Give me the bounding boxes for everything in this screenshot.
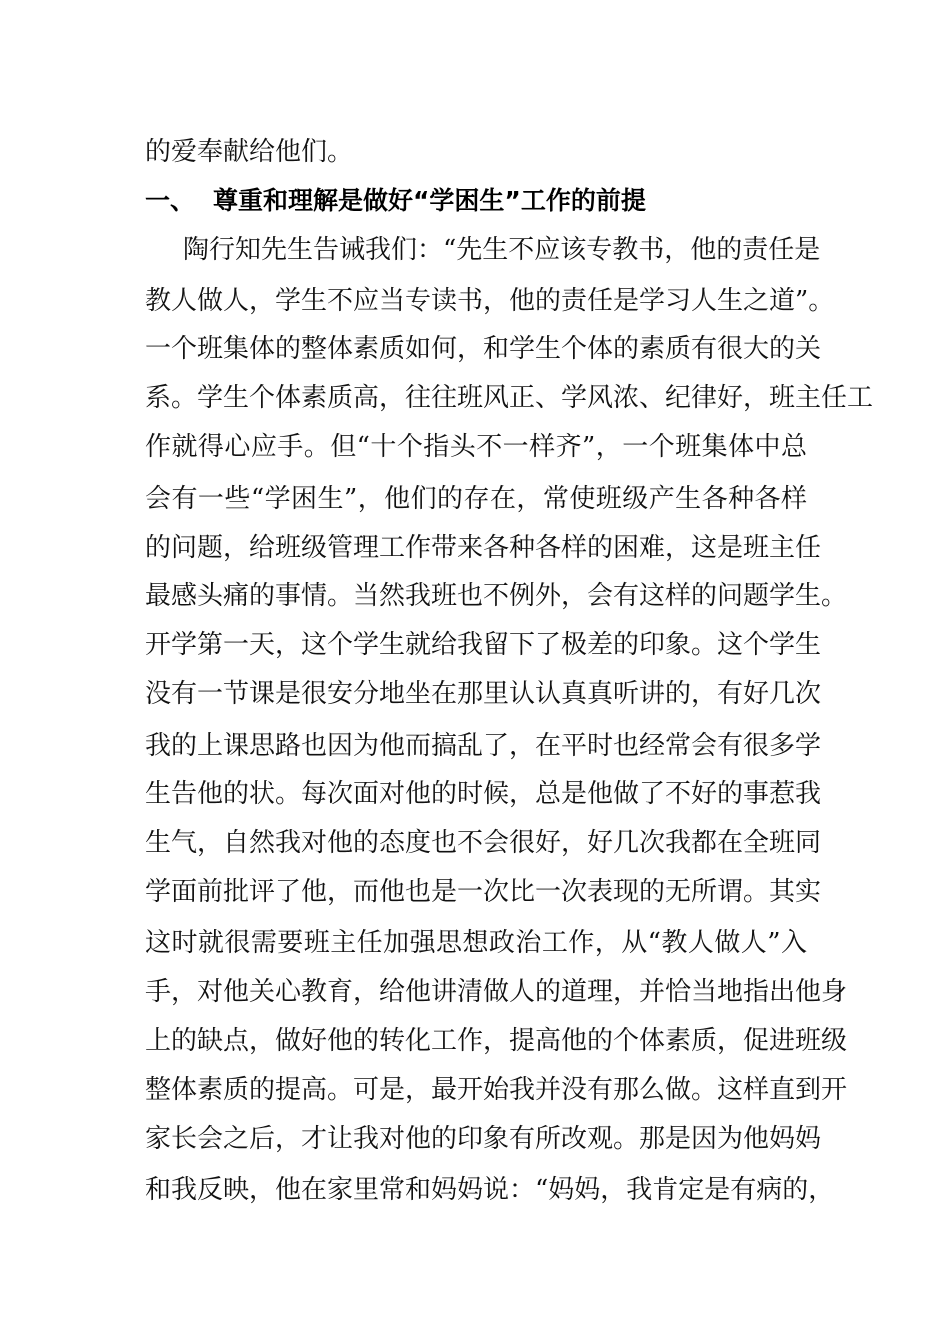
paragraph-line: 我的上课思路也因为他而搞乱了，在平时也经常会有很多学 — [145, 731, 822, 761]
section-number: 一、 — [145, 186, 196, 215]
paragraph-line: 手，对他关心教育，给他讲清做人的道理，并恰当地指出他身 — [145, 977, 848, 1007]
paragraph-line: 开学第一天，这个学生就给我留下了极差的印象。这个学生 — [145, 630, 822, 660]
paragraph-line: 陶行知先生告诫我们：“先生不应该专教书，他的责任是 — [183, 235, 821, 265]
paragraph-line: 的问题，给班级管理工作带来各种各样的困难，这是班主任 — [145, 533, 822, 563]
paragraph-line: 这时就很需要班主任加强思想政治工作，从“教人做人”入 — [145, 928, 807, 958]
paragraph-line: 生气，自然我对他的态度也不会很好，好几次我都在全班同 — [145, 828, 822, 858]
paragraph-line: 生告他的状。每次面对他的时候，总是他做了不好的事惹我 — [145, 779, 822, 809]
paragraph-line: 家长会之后，才让我对他的印象有所改观。那是因为他妈妈 — [145, 1124, 822, 1154]
paragraph-line: 教人做人，学生不应当专读书，他的责任是学习人生之道”。 — [145, 286, 835, 316]
paragraph-line: 和我反映，他在家里常和妈妈说：“妈妈，我肯定是有病的， — [145, 1175, 835, 1205]
paragraph-line: 一个班集体的整体素质如何，和学生个体的素质有很大的关 — [145, 334, 822, 364]
paragraph-line: 系。学生个体素质高，往往班风正、学风浓、纪律好，班主任工 — [145, 383, 874, 413]
paragraph-line: 整体素质的提高。可是，最开始我并没有那么做。这样直到开 — [145, 1075, 848, 1105]
section-heading — [145, 183, 807, 219]
paragraph-line: 上的缺点，做好他的转化工作，提高他的个体素质，促进班级 — [145, 1026, 848, 1056]
paragraph-line: 最感头痛的事情。当然我班也不例外，会有这样的问题学生。 — [145, 581, 848, 611]
section-title: 尊重和理解是做好“学困生”工作的前提 — [213, 186, 646, 215]
lead-text-line: 的爱奉献给他们。 — [145, 137, 354, 167]
paragraph-line: 作就得心应手。但“十个指头不一样齐”，一个班集体中总 — [145, 432, 807, 462]
paragraph-line: 学面前批评了他，而他也是一次比一次表现的无所谓。其实 — [145, 877, 822, 907]
paragraph-line: 没有一节课是很安分地坐在那里认认真真听讲的，有好几次 — [145, 679, 822, 709]
paragraph-line: 会有一些“学困生”，他们的存在，常使班级产生各种各样 — [145, 484, 807, 514]
